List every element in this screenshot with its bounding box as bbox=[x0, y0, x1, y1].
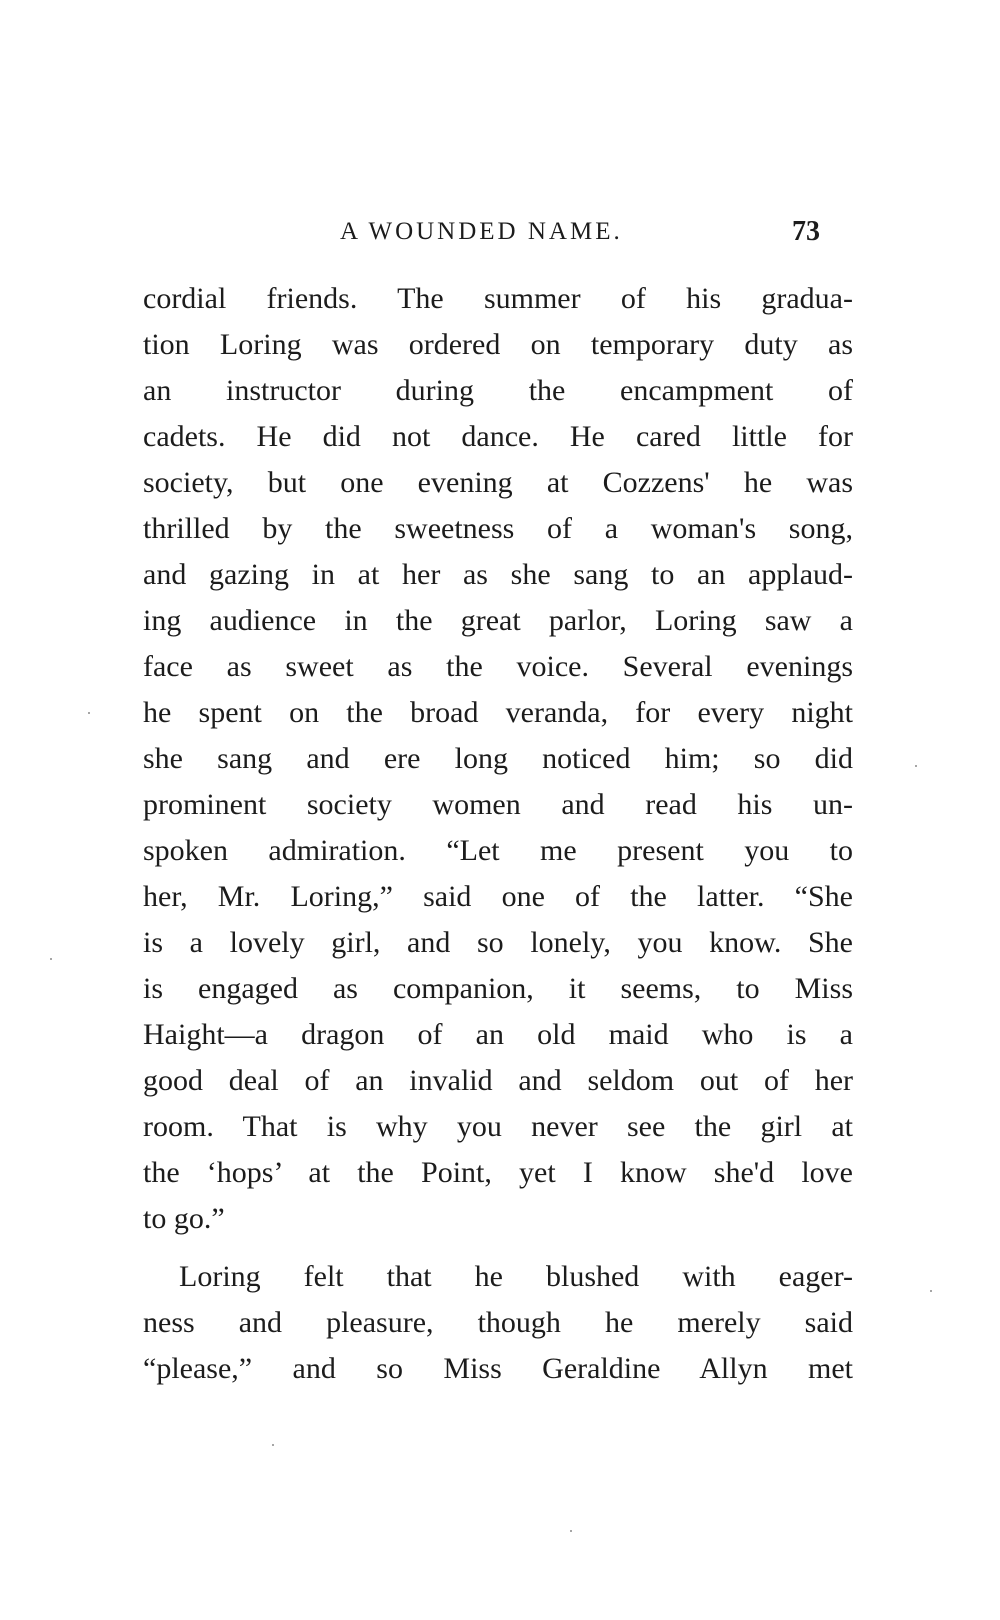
text-line: tion Loring was ordered on temporary duty as bbox=[143, 328, 853, 361]
text-line: cordial friends. The summer of his gradua- bbox=[143, 282, 853, 315]
text-line: prominent society women and read his un- bbox=[143, 788, 853, 821]
text-line: Loring felt that he blushed with eager- bbox=[179, 1260, 853, 1293]
text-line: and gazing in at her as she sang to an applaud- bbox=[143, 558, 853, 591]
body-text bbox=[143, 276, 853, 1392]
text-line: ing audience in the great parlor, Loring saw a bbox=[143, 604, 853, 637]
text-line: the ‘hops’ at the Point, yet I know she'd love bbox=[143, 1156, 853, 1189]
text-line: room. That is why you never see the girl at bbox=[143, 1110, 853, 1143]
scan-speck bbox=[915, 765, 917, 767]
text-line: Haight—a dragon of an old maid who is a bbox=[143, 1018, 853, 1051]
running-head bbox=[0, 212, 1000, 252]
text-line: to go.” bbox=[143, 1202, 225, 1235]
scan-speck bbox=[930, 1290, 932, 1292]
text-line: an instructor during the encampment of bbox=[143, 374, 853, 407]
text-line: thrilled by the sweetness of a woman's song, bbox=[143, 512, 853, 545]
paragraph-2 bbox=[143, 1254, 853, 1392]
scan-speck bbox=[50, 958, 52, 960]
text-line: is engaged as companion, it seems, to Miss bbox=[143, 972, 853, 1005]
text-line: good deal of an invalid and seldom out of her bbox=[143, 1064, 853, 1097]
text-line: ness and pleasure, though he merely said bbox=[143, 1306, 853, 1339]
text-line: face as sweet as the voice. Several evenings bbox=[143, 650, 853, 683]
text-line: is a lovely girl, and so lonely, you know. She bbox=[143, 926, 853, 959]
text-line: spoken admiration. “Let me present you to bbox=[143, 834, 853, 867]
page-number: 73 bbox=[792, 216, 820, 247]
scan-speck bbox=[272, 1444, 274, 1446]
text-line: he spent on the broad veranda, for every night bbox=[143, 696, 853, 729]
scan-speck bbox=[570, 1530, 572, 1532]
text-line: her, Mr. Loring,” said one of the latter. “She bbox=[143, 880, 853, 913]
text-line: she sang and ere long noticed him; so did bbox=[143, 742, 853, 775]
scan-speck bbox=[88, 712, 90, 714]
running-title: A WOUNDED NAME. bbox=[340, 218, 623, 245]
text-line: “please,” and so Miss Geraldine Allyn met bbox=[143, 1352, 853, 1385]
paragraph-gap bbox=[143, 1242, 853, 1254]
text-line: society, but one evening at Cozzens' he was bbox=[143, 466, 853, 499]
text-line: cadets. He did not dance. He cared little for bbox=[143, 420, 853, 453]
paragraph-1 bbox=[143, 276, 853, 1242]
